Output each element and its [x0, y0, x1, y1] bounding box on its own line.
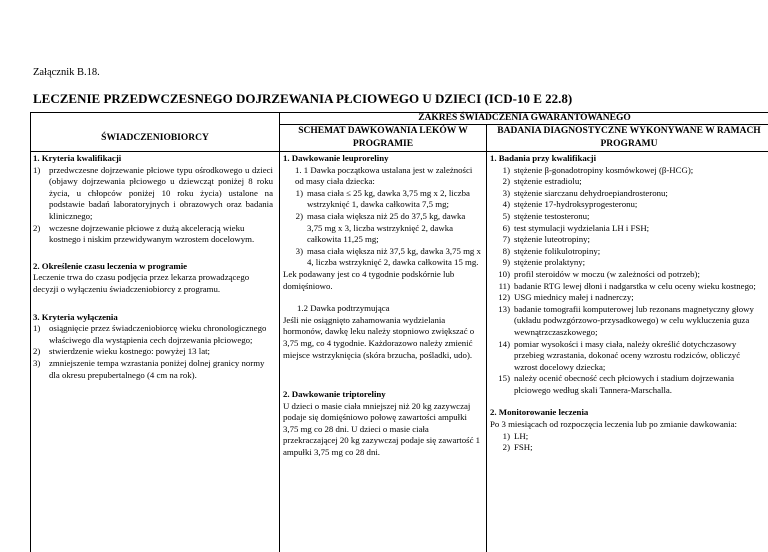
annex-label: Załącznik B.18.: [33, 67, 100, 78]
list-item: [490, 199, 765, 211]
list-item: [490, 292, 765, 304]
item-number: 2): [502, 176, 510, 187]
item-number: 12): [498, 292, 510, 303]
column-dosing: [283, 153, 481, 459]
list-item: [33, 165, 273, 223]
item-number: 7): [502, 234, 510, 245]
table-border-left: [30, 112, 31, 552]
list-item: [490, 431, 765, 443]
item-text: stwierdzenie wieku kostnego: powyżej 13 lat;: [49, 346, 210, 357]
maintenance-dose-heading: 1.2 Dawka podtrzymująca: [297, 303, 390, 314]
column-diagnostics: [490, 153, 765, 454]
list-item: [490, 246, 765, 258]
item-number: 1): [502, 430, 510, 441]
list-item: [33, 358, 273, 381]
triptorelin-text: U dzieci o masie ciała mniejszej niż 20 kg zazywczaj podaje się domięśniowo połowę zawartości ampułki 3,75 mg co 28 dni. U dzieci o masie ciała przekraczającej 20 kg zazywczaj podaje się zawartość 1 ampułki 3,75 mg co 28 dni.: [283, 400, 481, 458]
item-text: profil steroidów w moczu (w zależności od potrzeb);: [514, 268, 700, 279]
item-number: 1): [502, 164, 510, 175]
list-item: [490, 188, 765, 200]
list-item: [490, 339, 765, 374]
list-item: [490, 304, 765, 339]
item-number: 8): [502, 245, 510, 256]
list-item: [490, 223, 765, 235]
initial-dose-intro: 1. 1 Dawka początkowa ustalana jest w zależności od masy ciała dziecka:: [295, 164, 473, 187]
header-separator: [30, 151, 768, 152]
list-item: [490, 373, 765, 396]
item-number: 9): [502, 257, 510, 268]
list-item: [33, 323, 273, 346]
item-number: 1): [33, 164, 41, 175]
exclusion-criteria-heading: 3. Kryteria wyłączenia: [33, 311, 118, 322]
item-text: stężenie estradiolu;: [514, 176, 582, 187]
column-divider-1: [279, 112, 280, 552]
program-table: [30, 112, 768, 552]
list-item: [490, 281, 765, 293]
document-title: LECZENIE PRZEDWCZESNEGO DOJRZEWANIA PŁCIOWEGO U DZIECI (ICD-10 E 22.8): [33, 91, 573, 106]
qualification-tests-heading: 1. Badania przy kwalifikacji: [490, 153, 597, 163]
list-item: [490, 442, 765, 454]
item-number: 2): [295, 210, 303, 221]
list-item: [283, 246, 481, 269]
item-number: 5): [502, 210, 510, 221]
item-text: USG miednicy małej i nadnerczy;: [514, 292, 634, 303]
header-scope: ZAKRES ŚWIADCZENIA GWARANTOWANEGO: [418, 113, 631, 123]
item-number: 1): [33, 323, 41, 334]
item-text: stężenie siarczanu dehydroepiandrosteronu;: [514, 187, 668, 198]
item-text: stężenie 17-hydroksyprogesteronu;: [514, 199, 638, 210]
item-text: FSH;: [514, 442, 533, 453]
item-text: stężenie prolaktyny;: [514, 257, 586, 268]
list-item: [490, 176, 765, 188]
list-item: [33, 346, 273, 358]
column-beneficiaries: [33, 153, 273, 381]
item-text: stężenie folikulotropiny;: [514, 245, 601, 256]
triptorelin-heading: 2. Dawkowanie triptoreliny: [283, 389, 386, 400]
item-number: 3): [33, 357, 41, 368]
list-item: [490, 165, 765, 177]
header-beneficiaries: ŚWIADCZENIOBIORCY: [101, 133, 209, 143]
list-item: [33, 223, 273, 246]
item-text: LH;: [514, 430, 529, 441]
list-item: [490, 211, 765, 223]
column-divider-2: [486, 124, 487, 552]
treatment-monitoring-heading: 2. Monitorowanie leczenia: [490, 407, 589, 418]
item-text: stężenie β-gonadotropiny kosmówkowej (β-HCG);: [514, 164, 694, 175]
item-text: należy ocenić obecność cech płciowych i stadium dojrzewania płciowego według skali Tannera-Marschalla.: [514, 373, 735, 395]
administration-note: Lek podawany jest co 4 tygodnie podskórnie lub domięśniowo.: [283, 268, 455, 291]
monitoring-intro: Po 3 miesiącach od rozpoczęcia leczenia lub po zmianie dawkowania:: [490, 419, 737, 430]
item-number: 13): [498, 303, 510, 314]
item-text: zmniejszenie tempa wzrastania poniżej dolnej granicy normy dla okresu prepubertalnego (4 cm na rok).: [49, 357, 265, 380]
item-number: 14): [498, 338, 510, 349]
item-text: przedwczesne dojrzewanie płciowe typu ośrodkowego u dzieci (objawy dojrzewania płciowego u dziewcząt poniżej 8 roku życia, u chłopców poniżej 10 roku życia) ustalone na podstawie badań laboratoryjnych i obrazowych oraz badania klinicznego;: [49, 164, 273, 221]
item-number: 3): [295, 245, 303, 256]
item-text: masa ciała ≤ 25 kg, dawka 3,75 mg x 2, liczba wstrzyknięć 1, dawka całkowita 7,5 mg;: [307, 187, 470, 210]
item-text: test stymulacji wydzielania LH i FSH;: [514, 222, 650, 233]
treatment-duration-heading: 2. Określenie czasu leczenia w programie: [33, 260, 188, 271]
item-text: masa ciała większa niż 25 do 37,5 kg, dawka 3,75 mg x 3, liczba wstrzyknięć 2, dawka całkowita 11,25 mg;: [307, 210, 466, 245]
item-text: badanie RTG lewej dłoni i nadgarstka w celu oceny wieku kostnego;: [514, 280, 756, 291]
item-number: 2): [502, 442, 510, 453]
leuprorelin-heading: 1. Dawkowanie leuproreliny: [283, 153, 389, 163]
list-item: [490, 234, 765, 246]
list-item: [283, 211, 481, 246]
item-number: 4): [502, 199, 510, 210]
list-item: [490, 269, 765, 281]
item-number: 1): [295, 187, 303, 198]
item-number: 11): [498, 280, 510, 291]
maintenance-dose-text: Jeśli nie osiągnięto zahamowania wydzielania hormonów, dawkę leku należy stopniowo zwiększać o 3,75 mg, co 4 tygodnie. Każdorazowo należy zmienić miejsce wstrzyknięcia (skóra brzucha, pośladki, udo).: [283, 314, 475, 360]
item-number: 2): [33, 222, 41, 233]
item-number: 3): [502, 187, 510, 198]
item-text: badanie tomografii komputerowej lub rezonans magnetyczny głowy (układu podwzgórzowo-przysadkowego) w celu wykluczenia guza wewnątrzczaszkowego;: [514, 303, 754, 337]
qualification-criteria-heading: 1. Kryteria kwalifikacji: [33, 153, 122, 163]
treatment-duration-text: Leczenie trwa do czasu podjęcia przez lekarza prowadzącego decyzji o wyłączeniu świadczeniobiorcy z programu.: [33, 272, 250, 294]
item-text: wczesne dojrzewanie płciowe z dużą akceleracją wieku kostnego i niskim przewidywanym wzrostem docelowym.: [49, 222, 255, 245]
header-diagnostics: BADANIA DIAGNOSTYCZNE WYKONYWANE W RAMACH PROGRAMU: [497, 126, 761, 149]
list-item: [283, 188, 481, 211]
item-text: osiągnięcie przez świadczeniobiorcę wieku chronologicznego właściwego dla wystąpienia cech dojrzewania płciowego;: [49, 323, 267, 345]
item-number: 10): [498, 268, 510, 279]
item-text: stężenie luteotropiny;: [514, 234, 590, 245]
item-number: 6): [502, 222, 510, 233]
item-text: stężenie testosteronu;: [514, 210, 590, 221]
item-text: masa ciała większa niż 37,5 kg, dawka 3,75 mg x 4, liczba wstrzyknięć 2, dawka całkowita 15 mg.: [307, 245, 481, 268]
item-number: 2): [33, 346, 41, 357]
item-number: 15): [498, 373, 510, 384]
item-text: pomiar wysokości i masy ciała, należy określić dotychczasowy przebieg wzrastania, dokonać oceny wzrostu rodziców, obliczyć wzrost docelowy dziecka;: [514, 338, 741, 372]
header-dosing-schedule: SCHEMAT DAWKOWANIA LEKÓW W PROGRAMIE: [298, 126, 468, 149]
list-item: [490, 257, 765, 269]
